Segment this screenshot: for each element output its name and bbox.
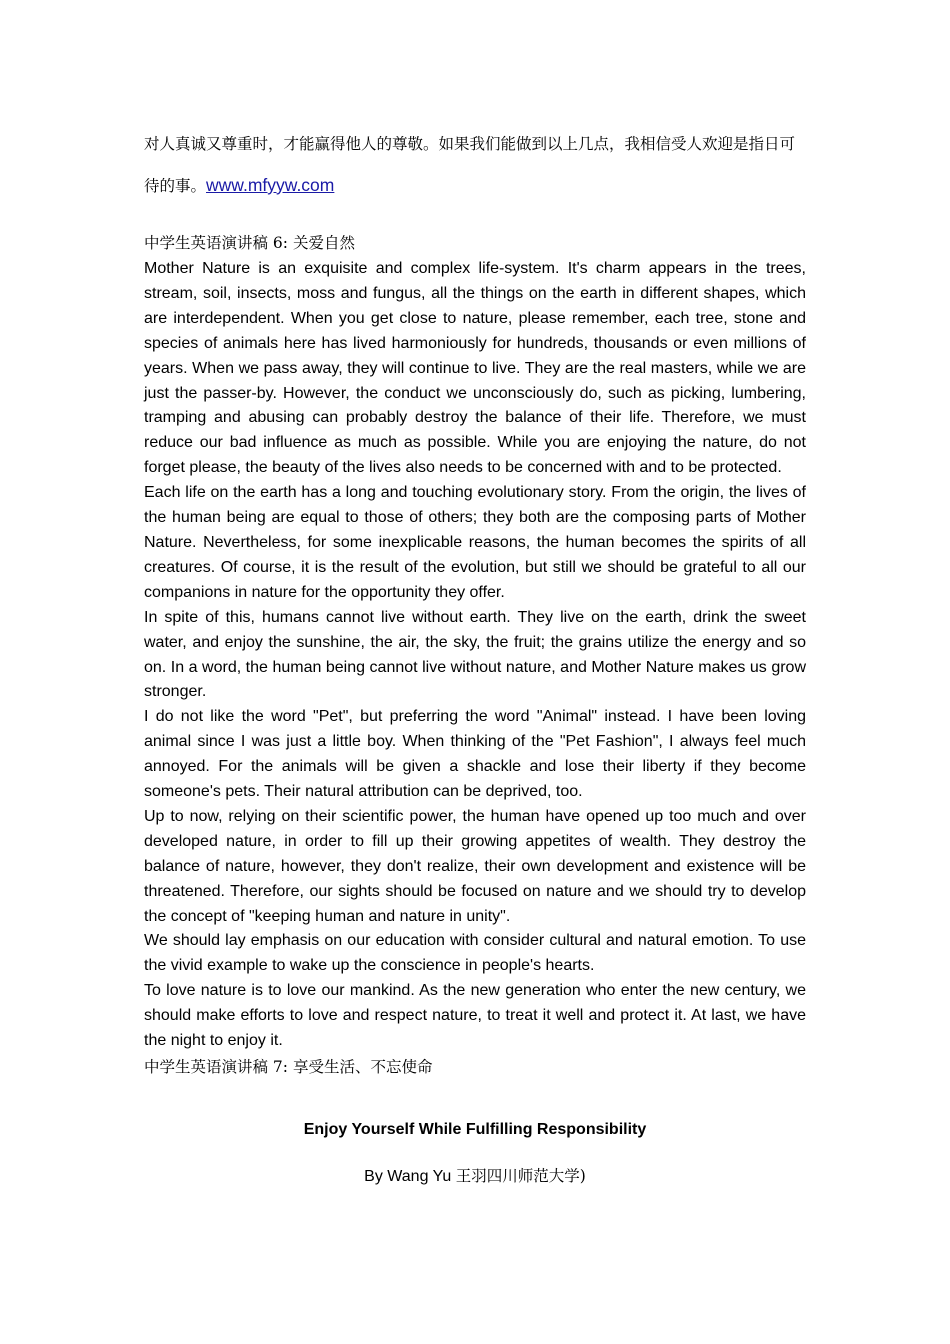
section-7-title: 中学生英语演讲稿 7: 享受生活、不忘使命 <box>144 1058 433 1076</box>
byline-affiliation: 王羽四川师范大学) <box>455 1167 586 1185</box>
paragraph: Up to now, relying on their scientific power, the human have opened up too much and over developed nature, in order to fill up their growing appetites of wealth. They destroy the balance of nature, however, they don't realize, their own development and existence will be threatened. Therefore, our sights should be focused on nature and we should try to develop the concept of "keeping human and nature in unity". <box>144 807 806 925</box>
intro-text: 对人真诚又尊重时，才能赢得他人的尊敬。如果我们能做到以上几点，我相信受人欢迎是指日可待的事。 <box>144 135 796 195</box>
paragraph: We should lay emphasis on our education with consider cultural and natural emotion. To use the vivid example to wake up the conscience in people's hearts. <box>144 932 806 975</box>
paragraph: Each life on the earth has a long and touching evolutionary story. From the origin, the lives of the human being are equal to those of others; they both are the composing parts of Mother Nature. Nevertheless, for some inexplicable reasons, the human becomes the spirits of all creatures. Of course, it is the result of the evolution, but still we should be grateful to all our companions in nature for the opportunity they offer. <box>144 484 806 601</box>
section-6-body <box>144 257 806 1054</box>
speech-title: Enjoy Yourself While Fulfilling Responsibility <box>303 1121 647 1138</box>
paragraph: I do not like the word "Pet", but preferring the word "Animal" instead. I have been loving animal since I was just a little boy. When thinking of the "Pet Fashion", I always feel much annoyed. For the animals will be given a shackle and lose their liberty if they become someone's pets. Their natural attribution can be deprived, too. <box>144 708 806 801</box>
paragraph: To love nature is to love our mankind. As the new generation who enter the new century, we should make efforts to love and respect nature, to treat it well and protect it. At last, we have the night to enjoy it. <box>144 982 806 1050</box>
website-link[interactable]: www.mfyyw.com <box>206 175 335 195</box>
intro-paragraph <box>144 124 806 207</box>
byline-author: By Wang Yu <box>364 1168 456 1185</box>
document-content <box>144 124 806 1189</box>
byline <box>144 1164 806 1189</box>
paragraph: Mother Nature is an exquisite and complex life-system. It's charm appears in the trees, stream, soil, insects, moss and fungus, all the things on the earth in different shapes, which are interdependent. When you get close to nature, please remember, each tree, stone and species of animals here has lived harmoniously for hundreds, thousands or even millions of years. When we pass away, they will continue to live. They are the real masters, while we are just the passer-by. However, the conduct we unconsciously do, such as picking, lumbering, tramping and abusing can probably destroy the balance of their life. Therefore, we must reduce our bad influence as much as possible. While you are enjoying the nature, do not forget please, the beauty of the lives also needs to be concerned with and to be protected. <box>144 260 806 477</box>
section-6-title: 中学生英语演讲稿 6: 关爱自然 <box>144 234 355 252</box>
paragraph: In spite of this, humans cannot live without earth. They live on the earth, drink the sweet water, and enjoy the sunshine, the air, the sky, the fruit; the grains utilize the energy and so on. In a word, the human being cannot live without nature, and Mother Nature makes us grow stronger. <box>144 608 806 701</box>
